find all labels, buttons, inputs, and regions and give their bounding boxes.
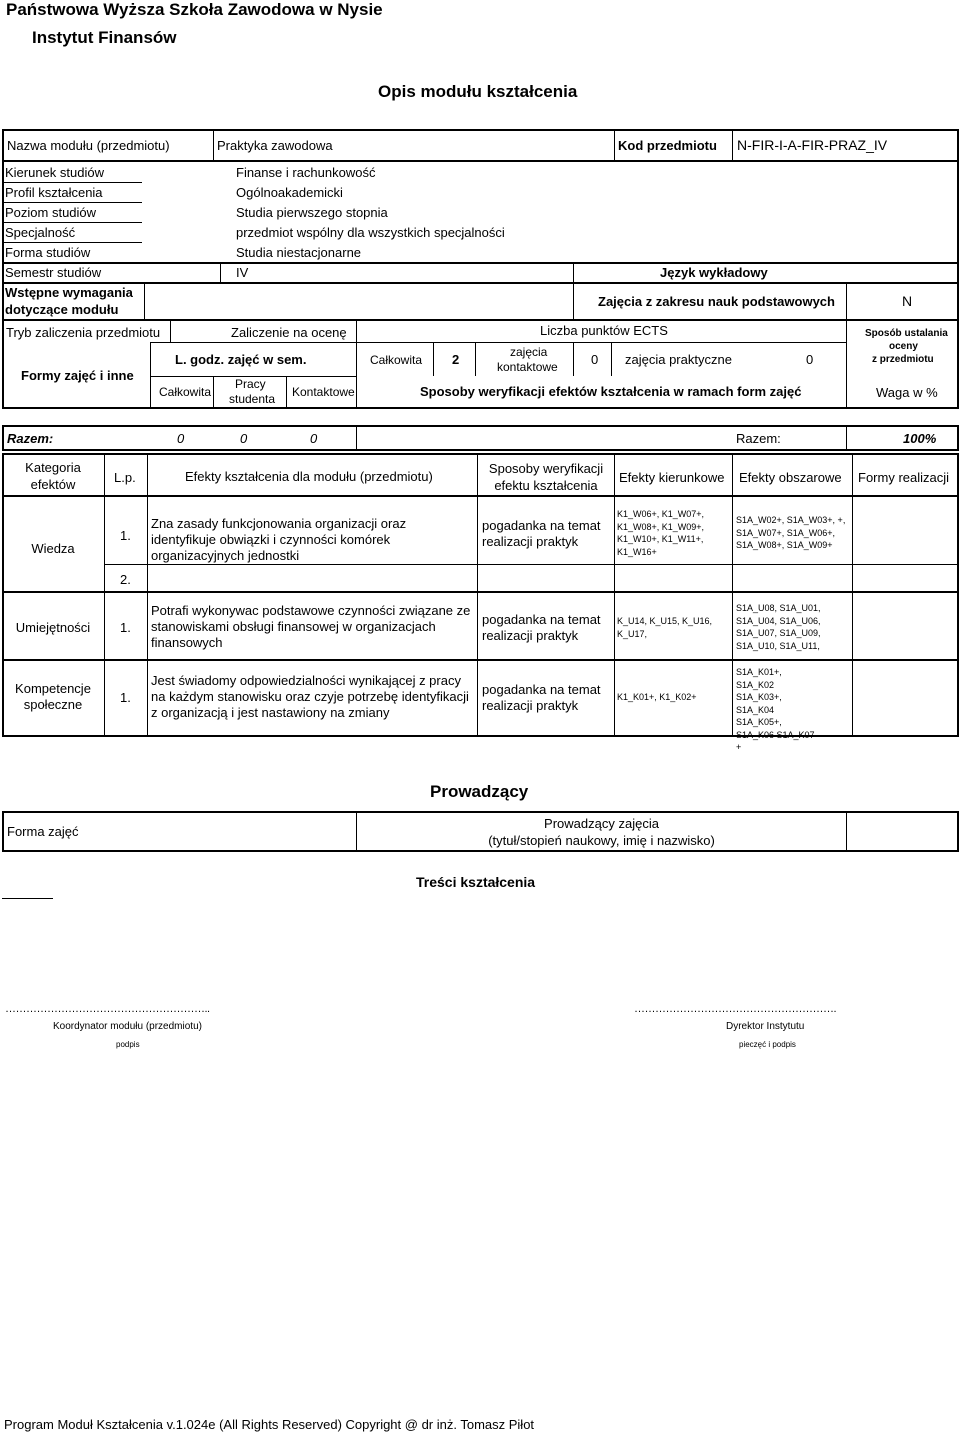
study-form-label: Forma studiów — [5, 245, 91, 260]
ects-total-label: Całkowita — [370, 353, 423, 367]
field-value: Finanse i rachunkowość — [236, 165, 376, 180]
course-code-value: N-FIR-I-A-FIR-PRAZ_IV — [737, 137, 888, 153]
level-value: Studia pierwszego stopnia — [236, 205, 388, 220]
signature-label: podpis — [116, 1040, 140, 1049]
page-title: Opis modułu kształcenia — [378, 82, 578, 101]
row-lp: 1. — [120, 528, 131, 543]
total-hours-col: Całkowita — [159, 385, 212, 399]
student-work-col: Pracy — [235, 377, 266, 391]
col-category-2: efektów — [30, 477, 76, 492]
col-effects: Efekty kształcenia dla modułu (przedmiotu) — [185, 469, 433, 484]
effect-text: Zna zasady funkcjonowania organizacji oraz identyfikuje obwiązki i czynności komórek organizacyjnych jednostki — [151, 516, 407, 563]
effect-verification: pogadanka na temat realizacji praktyk — [482, 518, 601, 549]
assessment-mode-value: Zaliczenie na ocenę — [231, 325, 347, 340]
effect-text-skills: Potrafi wykonywac podstawowe czynności związane ze stanowiskami obsługi finansowej w organizacjach finansowych — [151, 603, 471, 650]
row-lp-skills: 1. — [120, 620, 131, 635]
ects-label: Liczba punktów ECTS — [540, 323, 668, 338]
col-verification-2: efektu kształcenia — [494, 478, 598, 493]
sum-label: Razem: — [7, 431, 54, 446]
signature-dots-right: …………………………………………………. — [634, 1003, 837, 1015]
class-forms-label: Formy zajęć i inne — [21, 368, 134, 383]
profile-value: Ogólnoakademicki — [236, 185, 343, 200]
institute-name: Instytut Finansów — [32, 28, 177, 47]
contact-value: 0 — [591, 352, 599, 367]
study-form-value: Studia niestacjonarne — [236, 245, 362, 260]
sum-contact: 0 — [310, 431, 318, 446]
prerequisites-label: Wstępne wymagania — [5, 285, 133, 300]
sum-row — [2, 425, 959, 451]
col-area-effects: Efekty obszarowe — [739, 470, 842, 485]
footer-copyright: Program Moduł Kształcenia v.1.024e (All Rights Reserved) Copyright @ dr inż. Tomasz Piłot — [4, 1417, 535, 1432]
col-lp: L.p. — [114, 470, 136, 485]
module-name-value: Praktyka zawodowa — [217, 138, 333, 153]
category-skills: Umiejętności — [15, 620, 91, 635]
practical-value: 0 — [806, 352, 814, 367]
sum-total: 0 — [177, 431, 185, 446]
col-forms: Formy realizacji — [858, 470, 950, 485]
director-label: Dyrektor Instytutu — [726, 1021, 805, 1032]
specialization-value: przedmiot wspólny dla wszystkich specjalności — [236, 225, 505, 240]
content-underline — [2, 898, 53, 899]
course-code-label: Kod przedmiotu — [618, 138, 717, 153]
category-competences: Kompetencje — [15, 681, 91, 696]
grading-method-label: Sposób ustalania — [865, 328, 948, 339]
language-label: Język wykładowy — [660, 265, 768, 280]
weight-label: Waga w % — [876, 385, 938, 400]
grading-method-label-2: oceny — [889, 341, 918, 352]
coordinator-label: Koordynator modułu (przedmiotu) — [53, 1021, 202, 1032]
col-verification: Sposoby weryfikacji — [488, 461, 604, 476]
stamp-signature-label: pieczęć i podpis — [739, 1040, 796, 1049]
col-category: Kategoria — [25, 460, 81, 475]
hours-label: L. godz. zajęć w sem. — [175, 352, 307, 367]
instructor-label: Prowadzący zajęcia — [544, 816, 659, 831]
grading-method-label-3: z przedmiotu — [872, 354, 934, 365]
assessment-mode-label: Tryb zaliczenia przedmiotu — [6, 325, 161, 340]
sum-label-right: Razem: — [736, 431, 781, 446]
practical-label: zajęcia praktyczne — [625, 352, 732, 367]
sum-percent: 100% — [903, 431, 937, 446]
contact-hours-col: Kontaktowe — [292, 385, 355, 399]
profile-label: Profil kształcenia — [5, 185, 103, 200]
semester-value: IV — [236, 265, 249, 280]
category-competences-2: społeczne — [23, 697, 83, 712]
instructor-label-2: (tytuł/stopień naukowy, imię i nazwisko) — [488, 833, 715, 848]
effect-area-skills: S1A_U08, S1A_U01, S1A_U04, S1A_U06, S1A_U07, S1A_U09, S1A_U10, S1A_U11, — [736, 603, 821, 651]
effect-verification-skills: pogadanka na temat realizacji praktyk — [482, 612, 601, 643]
ects-total-value: 2 — [452, 352, 460, 367]
content-title: Treści kształcenia — [416, 874, 536, 890]
student-work-col-2: studenta — [229, 392, 276, 406]
effect-direction-skills: K_U14, K_U15, K_U16, K_U17, — [617, 616, 713, 639]
effect-direction: K1_W06+, K1_W07+, K1_W08+, K1_W09+, K1_W10+, K1_W11+, K1_W16+ — [617, 509, 705, 557]
module-info-table — [2, 129, 959, 409]
row-lp-competences: 1. — [120, 690, 131, 705]
effect-direction-competences: K1_K01+, K1_K02+ — [617, 692, 697, 702]
effect-area-competences: S1A_K01+, S1A_K02 S1A_K03+, S1A_K04 S1A_K05+, S1A_K06 S1A_K07 + — [736, 667, 815, 752]
category-knowledge: Wiedza — [31, 541, 75, 556]
basic-sciences-label: Zajęcia z zakresu nauk podstawowych — [598, 294, 835, 309]
field-label: Kierunek studiów — [5, 165, 104, 180]
sum-student: 0 — [240, 431, 248, 446]
level-label: Poziom studiów — [5, 205, 97, 220]
verification-methods-label: Sposoby weryfikacji efektów kształcenia w ramach form zajęć — [420, 384, 802, 399]
contact-label-2: kontaktowe — [497, 360, 558, 374]
contact-label: zajęcia — [510, 345, 548, 359]
instructors-title: Prowadzący — [430, 782, 529, 801]
signature-dots-left: ………………………………………………….. — [5, 1003, 210, 1015]
prerequisites-label-2: dotyczące modułu — [5, 302, 119, 317]
effect-area: S1A_W02+, S1A_W03+, +, S1A_W07+, S1A_W06+, S1A_W08+, S1A_W09+ — [736, 515, 846, 550]
effect-text-competences: Jest świadomy odpowiedzialności wynikającej z pracy na każdym stanowisku oraz czyje potrzebę identyfikacji z organizacją i jest nastawiony na zmiany — [151, 673, 469, 720]
basic-sciences-value: N — [902, 293, 913, 309]
class-form-label: Forma zajęć — [7, 824, 79, 839]
row-lp-2: 2. — [120, 572, 131, 587]
specialization-label: Specjalność — [5, 225, 76, 240]
semester-label: Semestr studiów — [5, 265, 102, 280]
col-direction-effects: Efekty kierunkowe — [619, 470, 725, 485]
module-name-label: Nazwa modułu (przedmiotu) — [7, 138, 170, 153]
effect-verification-competences: pogadanka na temat realizacji praktyk — [482, 682, 601, 713]
school-name: Państwowa Wyższa Szkoła Zawodowa w Nysie — [6, 0, 383, 19]
